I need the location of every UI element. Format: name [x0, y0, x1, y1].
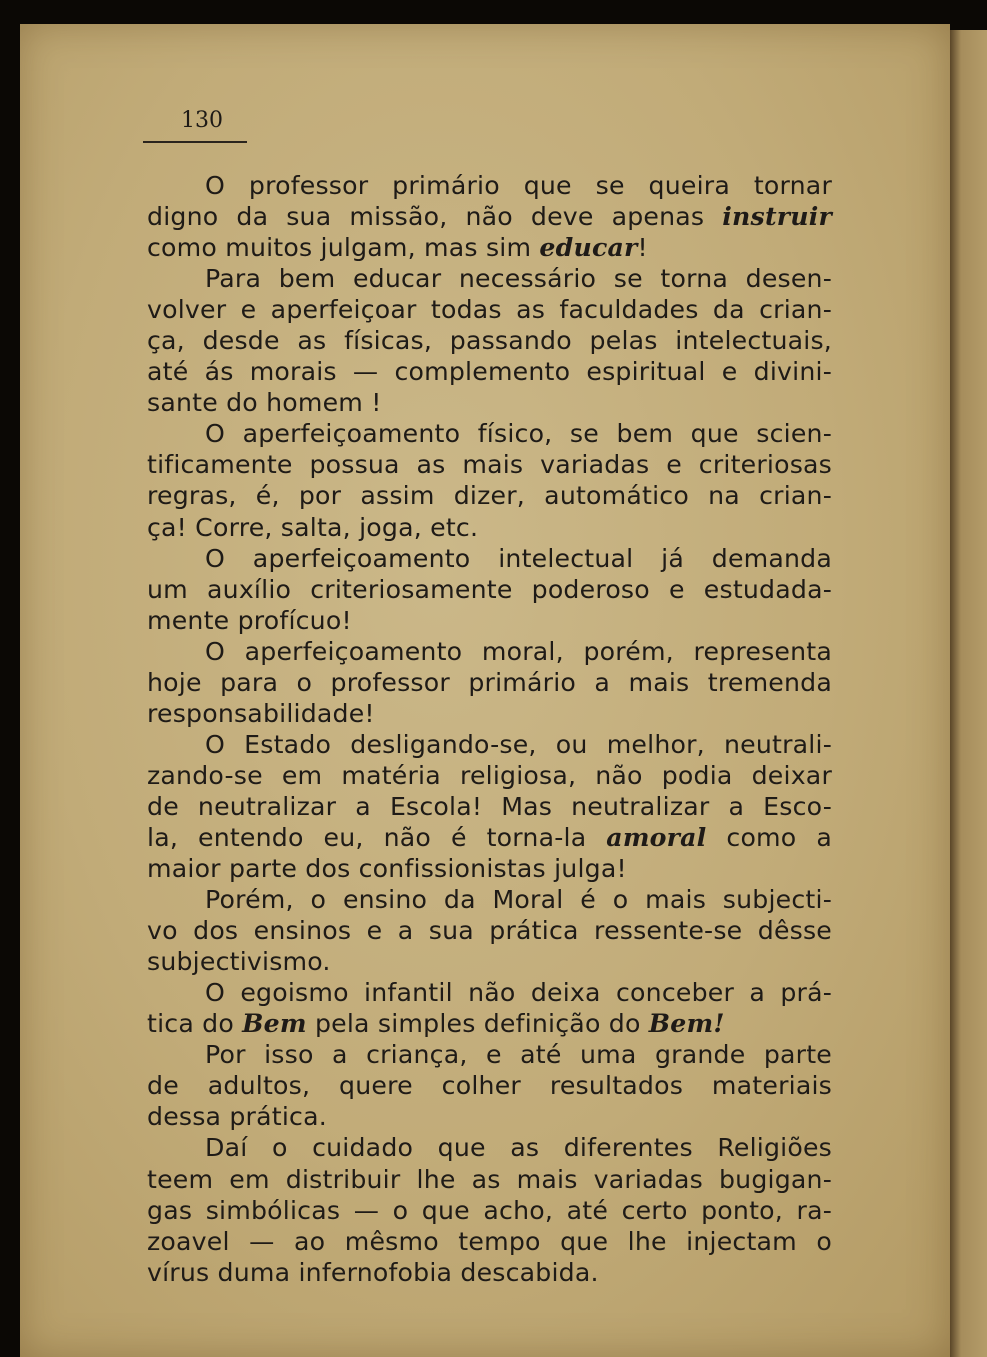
text-segment: O egoismo infantil não deixa conceber a prá-	[205, 978, 832, 1008]
text-line	[147, 201, 832, 232]
text-segment: como muitos julgam, mas sim	[147, 233, 540, 263]
text-segment: O aperfeiçoamento físico, se bem que scien-	[205, 419, 832, 449]
text-line	[147, 387, 832, 418]
text-segment: Daí o cuidado que as diferentes Religiões	[205, 1133, 832, 1163]
text-line	[147, 263, 832, 294]
text-line	[147, 822, 832, 853]
text-segment: Porém, o ensino da Moral é o mais subjecti-	[205, 885, 832, 915]
text-segment: O Estado desligando-se, ou melhor, neutrali-	[205, 729, 832, 759]
text-line	[147, 915, 832, 946]
text-segment: hoje para o professor primário a mais tremenda	[147, 667, 832, 697]
text-segment: gas simbólicas — o que acho, até certo ponto, ra-	[147, 1195, 832, 1225]
text-line	[147, 1101, 832, 1132]
text-segment: regras, é, por assim dizer, automático na crian-	[147, 481, 832, 511]
text-segment: subjectivismo.	[147, 947, 331, 977]
text-segment: mente profícuo!	[147, 605, 352, 635]
emphasis-text: amoral	[606, 821, 707, 852]
text-line	[147, 884, 832, 915]
text-segment: !	[637, 233, 648, 263]
text-line	[147, 946, 832, 977]
text-segment: O aperfeiçoamento moral, porém, representa	[205, 636, 832, 666]
page-number: 130	[181, 108, 223, 133]
text-line	[147, 1195, 832, 1226]
text-segment: O professor primário que se queira tornar	[205, 171, 832, 200]
text-line	[147, 667, 832, 698]
text-line	[147, 1132, 832, 1163]
text-line	[147, 512, 832, 543]
text-segment: O aperfeiçoamento intelectual já demanda	[205, 543, 832, 573]
text-line	[147, 325, 832, 356]
text-line	[147, 232, 832, 263]
text-line	[147, 698, 832, 729]
text-segment: zando-se em matéria religiosa, não podia deixar	[147, 760, 832, 790]
text-segment: um auxílio criteriosamente poderoso e estudada-	[147, 574, 832, 604]
text-line	[147, 449, 832, 480]
text-line	[147, 480, 832, 511]
text-segment: Para bem educar necessário se torna desen-	[205, 264, 832, 294]
header-rule	[143, 141, 247, 143]
text-segment: zoavel — ao mêsmo tempo que lhe injectam o	[147, 1226, 832, 1256]
text-segment: vo dos ensinos e a sua prática ressente-se dêsse	[147, 916, 832, 946]
text-line	[147, 1039, 832, 1070]
text-segment: tificamente possua as mais variadas e criteriosas	[147, 450, 832, 480]
text-line	[147, 791, 832, 822]
text-line	[147, 853, 832, 884]
text-segment: dessa prática.	[147, 1102, 327, 1132]
text-segment: até ás morais — complemento espiritual e divini-	[147, 357, 832, 387]
text-line	[147, 1257, 832, 1288]
text-line	[147, 636, 832, 667]
text-line	[147, 170, 832, 201]
text-segment: tica do	[147, 1009, 243, 1039]
text-line	[147, 418, 832, 449]
text-segment: pela simples definição do	[306, 1009, 649, 1039]
text-segment: Por isso a criança, e até uma grande parte	[205, 1040, 832, 1070]
text-segment: como a	[706, 822, 832, 852]
text-segment: teem em distribuir lhe as mais variadas bugigan-	[147, 1164, 832, 1194]
text-line	[147, 294, 832, 325]
body-text	[147, 170, 832, 1288]
text-segment: de adultos, quere colher resultados materiais	[147, 1071, 832, 1101]
text-segment: vírus duma infernofobia descabida.	[147, 1257, 599, 1287]
text-segment: volver e aperfeiçoar todas as faculdades da crian-	[147, 295, 832, 325]
adjacent-page-edge	[950, 30, 987, 1357]
text-line	[147, 1226, 832, 1257]
emphasis-text: Bem	[242, 1008, 307, 1039]
text-line	[147, 356, 832, 387]
text-segment: sante do homem !	[147, 388, 382, 418]
emphasis-text: educar	[539, 232, 638, 263]
text-line	[147, 1164, 832, 1195]
text-segment: maior parte dos confissionistas julga!	[147, 854, 627, 884]
emphasis-text: Bem!	[648, 1008, 725, 1039]
text-line	[147, 1008, 832, 1039]
text-line	[147, 574, 832, 605]
text-segment: ça, desde as físicas, passando pelas intelectuais,	[147, 326, 832, 356]
text-line	[147, 543, 832, 574]
text-line	[147, 729, 832, 760]
text-segment: digno da sua missão, não deve apenas	[147, 202, 723, 232]
emphasis-text: instruir	[722, 201, 832, 232]
text-line	[147, 1070, 832, 1101]
text-line	[147, 605, 832, 636]
text-segment: ça! Corre, salta, joga, etc.	[147, 512, 479, 542]
text-segment: responsabilidade!	[147, 698, 375, 728]
text-line	[147, 760, 832, 791]
text-segment: de neutralizar a Escola! Mas neutralizar a Esco-	[147, 791, 832, 821]
text-line	[147, 977, 832, 1008]
text-segment: la, entendo eu, não é torna-la	[147, 822, 607, 852]
